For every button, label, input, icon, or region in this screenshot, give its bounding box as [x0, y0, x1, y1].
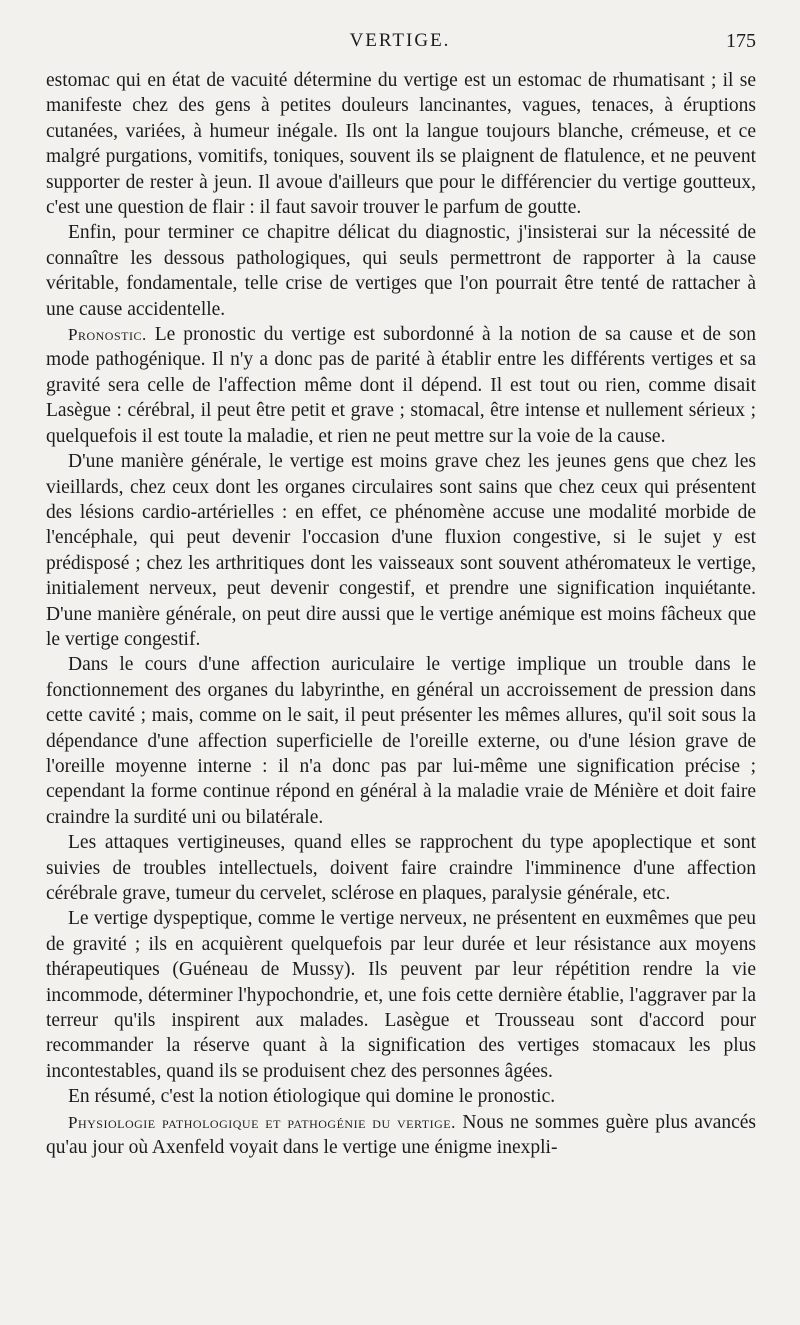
paragraph-text: Nous ne sommes guère plus avancés qu'au jour où Axenfeld voyait dans le vertige une énigme inexpli-	[46, 1111, 757, 1159]
paragraph-4	[46, 449, 756, 652]
paragraph-pronostic	[46, 322, 756, 449]
paragraph-text: estomac qui en état de vacuité détermine du vertige est un estomac de rhumatisant ; il se manifeste chez des gens à petites douleurs lancinantes, vagues, tenaces, à éruptions cutanées, variées, à humeur inégale. Ils ont la langue toujours blanche, crémeuse, et ce malgré purgations, vomitifs, toniques, souvent ils se plaignent de flatulence, et ne peuvent supporter de rester à jeun. Il avoue d'ailleurs que pour le différencier du vertige goutteux, c'est une question de flair : il faut savoir trouver le parfum de goutte.	[46, 70, 756, 219]
section-heading: Pronostic.	[68, 325, 147, 345]
paragraph-text: En résumé, c'est la notion étiologique qui domine le pronostic.	[68, 1086, 556, 1108]
paragraph-6	[46, 830, 756, 906]
paragraph-7	[46, 906, 756, 1084]
paragraph-text: D'une manière générale, le vertige est moins grave chez les jeunes gens que chez les vieillards, chez ceux dont les organes circulaires sont sains que chez ceux qui présentent des lésions cardio-artérielles : en effet, ce phénomène accuse une modalité morbide de l'encéphale, qui peut devenir l'occasion d'une fluxion congestive, si le sujet y est prédisposé ; chez les arthritiques dont les vaisseaux sont souvent athéromateux le vertige, initialement nerveux, peut devenir congestif, et prendre une signification inquiétante. D'une manière générale, on peut dire aussi que le vertige anémique est moins fâcheux que le vertige congestif.	[46, 451, 756, 650]
paragraph-text: Le vertige dyspeptique, comme le vertige nerveux, ne présentent en euxmêmes que peu de gravité ; ils en acquièrent quelquefois par leur durée et leur résistance aux moyens thérapeutiques (Guéneau de Mussy). Ils peuvent par leur répétition rendre la vie incommode, déterminer l'hypochondrie, et, une fois cette dernière établie, l'aggraver par la terreur qu'ils inspirent aux malades. Lasègue et Trousseau sont d'accord pour recommander la réserve quant à la signification des vertiges stomacaux les plus incontestables, quand ils se produisent chez des personnes âgées.	[46, 908, 756, 1082]
paragraph-1	[46, 68, 756, 220]
paragraph-text: Dans le cours d'une affection auriculaire le vertige implique un trouble dans le fonctionnement des organes du labyrinthe, en général un accroissement de pression dans cette cavité ; mais, comme on le sait, il peut présenter les mêmes allures, qu'il soit sous la dépendance d'une affection superficielle de l'oreille externe, ou d'une lésion grave de l'oreille moyenne interne : il n'a donc pas par lui-même une signification précise ; cependant la forme continue répond en général à la maladie vraie de Ménière et doit faire craindre la surdité uni ou bilatérale.	[46, 654, 756, 828]
paragraph-8	[46, 1084, 756, 1109]
section-heading: Physiologie pathologique et pathogénie du vertige.	[68, 1112, 456, 1132]
paragraph-text: Enfin, pour terminer ce chapitre délicat du diagnostic, j'insisterai sur la nécessité de connaître les dessous pathologiques, qui seuls permettront de rapporter à la cause véritable, fondamentale, telle crise de vertiges que l'on pourrait être tenté de rattacher à une cause accidentelle.	[46, 222, 756, 320]
page-header	[44, 30, 756, 60]
paragraph-2	[46, 220, 756, 322]
body-text	[46, 68, 756, 1160]
paragraph-text: Les attaques vertigineuses, quand elles se rapprochent du type apoplectique et sont suivies de troubles intellectuels, doivent faire craindre l'imminence d'une affection cérébrale grave, tumeur du cervelet, sclérose en plaques, paralysie générale, etc.	[46, 832, 756, 904]
paragraph-physiologie	[46, 1110, 756, 1161]
paragraph-text: Le pronostic du vertige est subordonné à la notion de sa cause et de son mode pathogénique. Il n'y a donc pas de parité à établir entre les différents vertiges et sa gravité sera celle de l'affection même dont il dépend. Il est tout ou rien, comme disait Lasègue : cérébral, il peut être petit et grave ; stomacal, être intense et nullement sérieux ; quelquefois il est toute la maladie, et rien ne peut mettre sur la voie de la cause.	[46, 324, 756, 447]
page-number: 175	[726, 30, 756, 52]
running-title: VERTIGE.	[349, 30, 451, 51]
paragraph-5	[46, 652, 756, 830]
